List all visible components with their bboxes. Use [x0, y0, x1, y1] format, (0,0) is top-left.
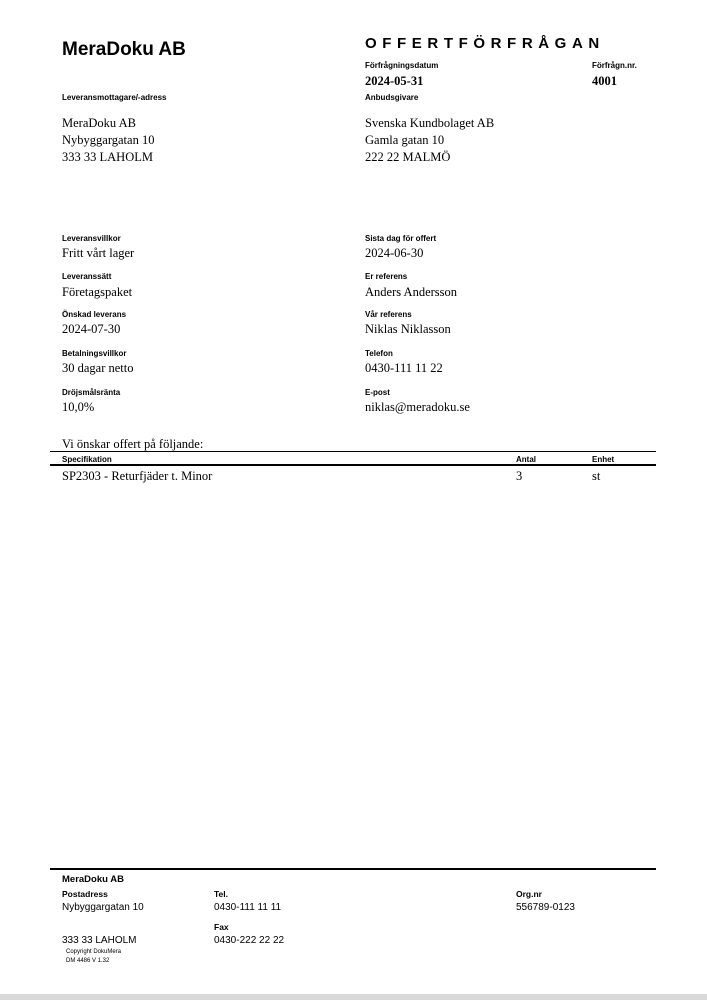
footer-fax-value: 0430-222 22 22 [214, 935, 285, 946]
recipient-label: Leveransmottagare/-adress [62, 93, 167, 102]
recipient-line-3: 333 33 LAHOLM [62, 150, 153, 164]
delivery-terms-label: Leveransvillkor [62, 234, 121, 243]
supplier-line-1: Svenska Kundbolaget AB [365, 116, 495, 130]
delivery-method-label: Leveranssätt [62, 272, 112, 281]
footer-org-value: 556789-0123 [516, 902, 575, 913]
footer-tel-label: Tel. [214, 889, 229, 899]
supplier-line-2: Gamla gatan 10 [365, 133, 445, 147]
row-quantity: 3 [516, 469, 523, 483]
request-date-value: 2024-05-31 [365, 74, 424, 88]
our-reference-value: Niklas Niklasson [365, 322, 451, 336]
phone-label: Telefon [365, 349, 393, 358]
late-interest-label: Dröjsmålsränta [62, 388, 121, 397]
footer-postal-line-2: 333 33 LAHOLM [62, 935, 137, 946]
quote-deadline-label: Sista dag för offert [365, 234, 437, 243]
late-interest-value: 10,0% [62, 400, 95, 414]
your-reference-value: Anders Andersson [365, 285, 458, 299]
row-unit: st [592, 469, 601, 483]
column-header-quantity: Antal [516, 455, 536, 464]
payment-terms-label: Betalningsvillkor [62, 349, 127, 358]
table-header-rule [50, 464, 656, 466]
footer-company-name: MeraDoku AB [62, 874, 124, 885]
our-reference-label: Vår referens [365, 310, 412, 319]
page-bottom-edge [0, 994, 707, 1000]
row-specification: SP2303 - Returfjäder t. Minor [62, 469, 213, 483]
email-label: E-post [365, 388, 390, 397]
delivery-method-value: Företagspaket [62, 285, 133, 299]
footer-postal-label: Postadress [62, 889, 108, 899]
quote-deadline-value: 2024-06-30 [365, 246, 424, 260]
recipient-line-2: Nybyggargatan 10 [62, 133, 155, 147]
footer-rule [50, 868, 656, 870]
supplier-label: Anbudsgivare [365, 93, 419, 102]
footer-org-label: Org.nr [516, 889, 542, 899]
footer-postal-line-1: Nybyggargatan 10 [62, 902, 144, 913]
items-intro: Vi önskar offert på följande: [62, 437, 204, 451]
column-header-specification: Specifikation [62, 455, 112, 464]
your-reference-label: Er referens [365, 272, 408, 281]
document-title: OFFERTFÖRFRÅGAN [365, 35, 605, 52]
footer-copyright: Copyright DokuMera [66, 949, 122, 955]
footer-tel-value: 0430-111 11 11 [214, 902, 282, 913]
footer-fax-label: Fax [214, 922, 229, 932]
request-number-value: 4001 [592, 74, 617, 88]
supplier-line-3: 222 22 MALMÖ [365, 150, 451, 164]
desired-delivery-value: 2024-07-30 [62, 322, 121, 336]
request-date-label: Förfrågningsdatum [365, 61, 439, 70]
footer-version: DM 4486 V 1.32 [66, 958, 110, 964]
email-value: niklas@meradoku.se [365, 400, 470, 414]
recipient-line-1: MeraDoku AB [62, 116, 136, 130]
column-header-unit: Enhet [592, 455, 615, 464]
delivery-terms-value: Fritt vårt lager [62, 246, 135, 260]
payment-terms-value: 30 dagar netto [62, 361, 134, 375]
company-name: MeraDoku AB [62, 39, 186, 60]
request-number-label: Förfrågn.nr. [592, 61, 637, 70]
desired-delivery-label: Önskad leverans [62, 310, 127, 319]
phone-value: 0430-111 11 22 [365, 361, 443, 375]
table-top-rule [50, 451, 656, 452]
